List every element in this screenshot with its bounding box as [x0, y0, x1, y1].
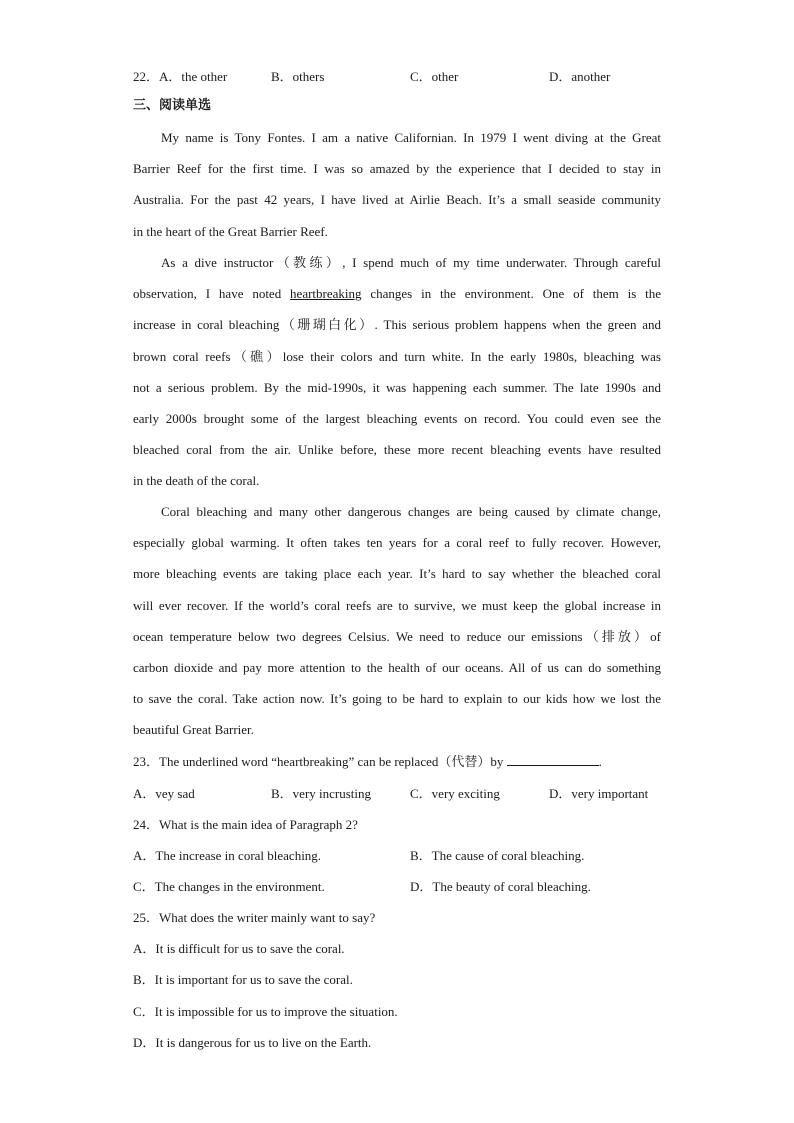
paragraph-line: As a dive instructor（教练）, I spend much of my time underwater. Through careful	[161, 255, 661, 270]
paragraph-line: to save the coral. Take action now. It’s going to be hard to explain to our kids how we lost the	[133, 691, 661, 707]
paragraph-line: beautiful Great Barrier.	[133, 722, 254, 738]
paragraph-line: observation, I have noted heartbreaking changes in the environment. One of them is the	[133, 286, 661, 302]
paragraph-line: increase in coral bleaching（珊瑚白化）. This serious problem happens when the green and	[133, 317, 661, 333]
paragraph-line: Coral bleaching and many other dangerous changes are being caused by climate change,	[161, 504, 661, 519]
passage-paragraph-2	[133, 255, 661, 505]
passage-paragraph-1	[133, 130, 661, 255]
paragraph-line: especially global warming. It often takes ten years for a coral reef to fully recover. However,	[133, 535, 661, 551]
q23-option-a[interactable]: A．vey sad	[133, 786, 195, 801]
q25-option-a[interactable]: A．It is difficult for us to save the coral.	[133, 941, 345, 956]
paragraph-line: carbon dioxide and pay more attention to the health of our oceans. All of us can do something	[133, 659, 661, 675]
paragraph-line: will ever recover. If the world’s coral reefs are to survive, we must keep the global increase in	[133, 597, 661, 613]
q25-option-c[interactable]: C．It is impossible for us to improve the situation.	[133, 1004, 398, 1019]
paragraph-line: in the death of the coral.	[133, 473, 260, 489]
question-23-stem: 23．The underlined word “heartbreaking” can be replaced（代替）by .	[133, 754, 602, 769]
underlined-word: heartbreaking	[290, 286, 362, 302]
paragraph-line: not a serious problem. By the mid-1990s, it was happening each summer. The late 1990s and	[133, 379, 661, 395]
q22-option-a[interactable]: 22．A．the other	[133, 69, 228, 84]
q23-option-b[interactable]: B．very incrusting	[271, 786, 372, 801]
q25-option-d[interactable]: D．It is dangerous for us to live on the Earth.	[133, 1035, 372, 1050]
paragraph-line: early 2000s brought some of the largest bleaching events on record. You could even see the	[133, 410, 661, 426]
q25-option-b[interactable]: B．It is important for us to save the coral.	[133, 972, 353, 987]
paragraph-line: Australia. For the past 42 years, I have lived at Airlie Beach. It’s a small seaside community	[133, 192, 661, 208]
paragraph-line: Barrier Reef for the first time. I was so amazed by the experience that I decided to stay in	[133, 161, 661, 177]
q23-option-d[interactable]: D．very important	[549, 786, 649, 801]
question-25-stem: 25．What does the writer mainly want to say?	[133, 910, 376, 925]
paragraph-line: in the heart of the Great Barrier Reef.	[133, 223, 328, 239]
paragraph-line: ocean temperature below two degrees Celsius. We need to reduce our emissions（排放）of	[133, 628, 661, 644]
paragraph-line: My name is Tony Fontes. I am a native Californian. In 1979 I went diving at the Great	[161, 130, 661, 145]
paragraph-line: bleached coral from the air. Unlike before, these more recent bleaching events have resulted	[133, 442, 661, 458]
q22-option-d[interactable]: D．another	[549, 69, 611, 84]
q22-option-c[interactable]: C．other	[410, 69, 459, 84]
paragraph-line: more bleaching events are taking place each year. It’s hard to say whether the bleached coral	[133, 566, 661, 582]
q23-option-c[interactable]: C．very exciting	[410, 786, 500, 801]
q22-option-b[interactable]: B．others	[271, 69, 325, 84]
q24-option-d[interactable]: D．The beauty of coral bleaching.	[410, 879, 591, 894]
question-24-stem: 24．What is the main idea of Paragraph 2?	[133, 817, 358, 832]
q24-option-c[interactable]: C．The changes in the environment.	[133, 879, 325, 894]
section-title: 三、阅读单选	[133, 98, 212, 113]
q24-option-a[interactable]: A．The increase in coral bleaching.	[133, 848, 322, 863]
passage-paragraph-3	[133, 504, 661, 754]
paragraph-line: brown coral reefs（礁）lose their colors and turn white. In the early 1980s, bleaching was	[133, 348, 661, 364]
q24-option-b[interactable]: B．The cause of coral bleaching.	[410, 848, 585, 863]
answer-blank[interactable]	[507, 754, 599, 766]
